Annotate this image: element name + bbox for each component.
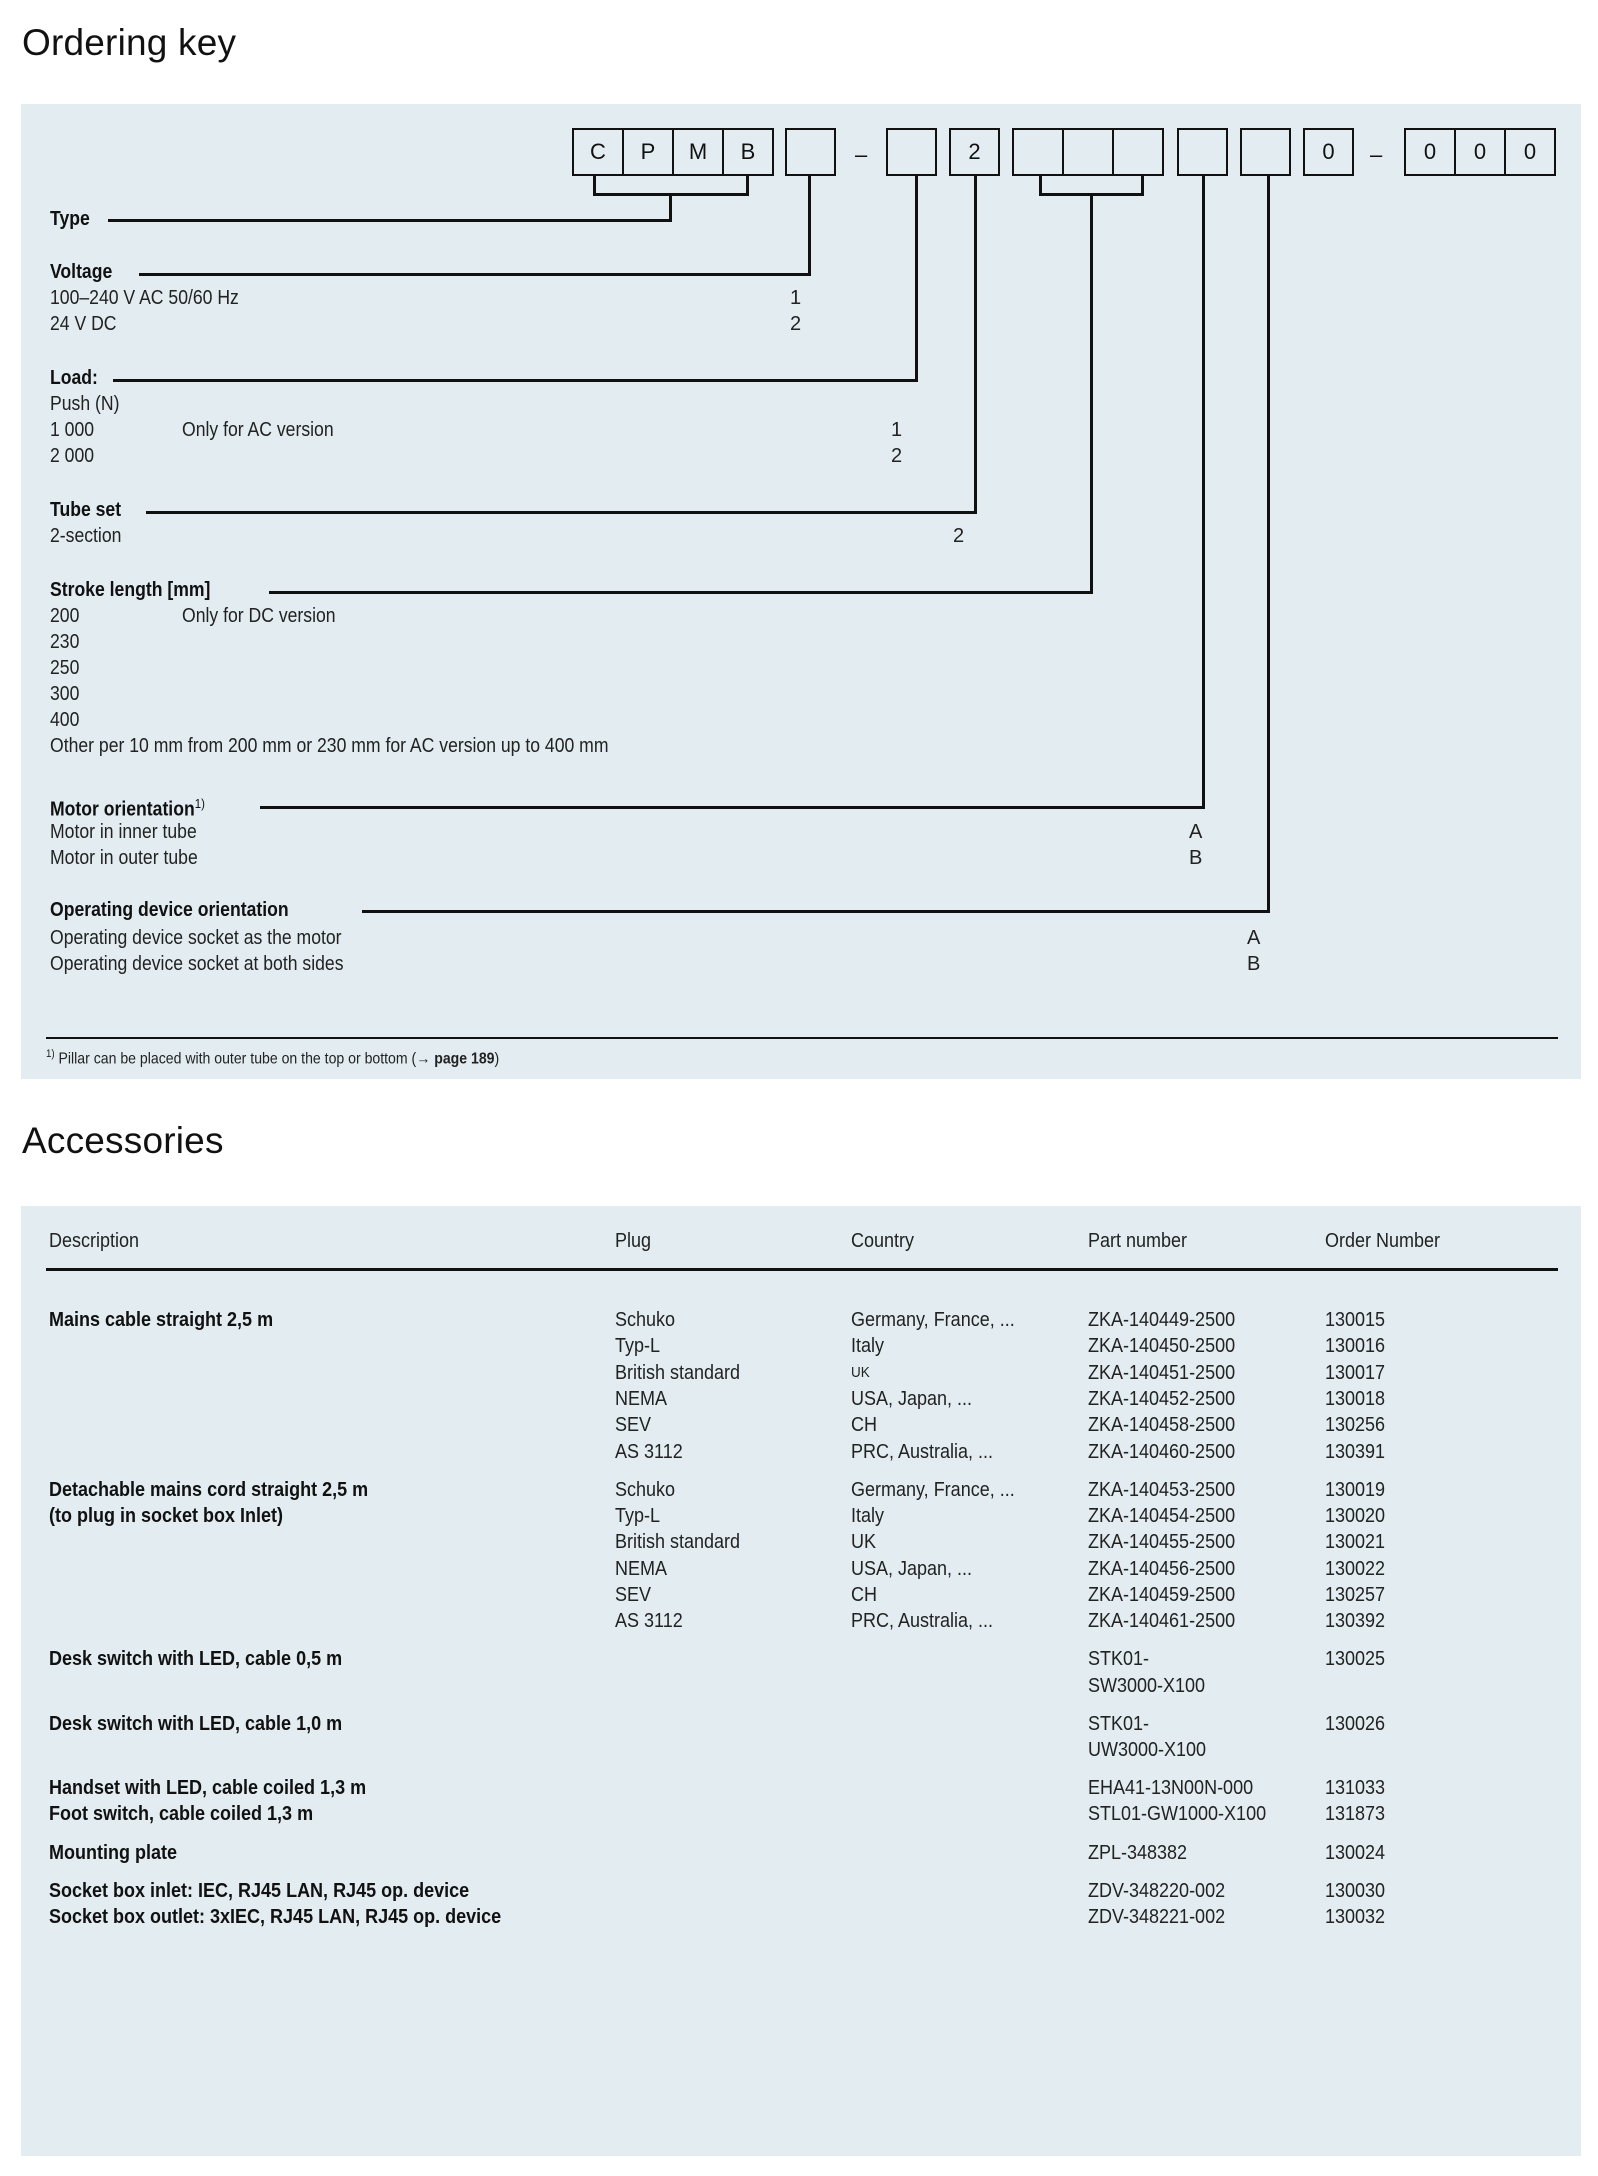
connector-line [1202,176,1205,808]
code-box-stroke [1012,128,1164,176]
voltage-code: 1 [790,287,802,309]
type-label: Type [50,208,90,230]
cell-plug: British standard [615,1531,741,1554]
table-header-rule [46,1268,1558,1271]
page-link[interactable]: page 189 [434,1050,495,1068]
code-box-type [572,128,774,176]
cell-order: 130021 [1325,1531,1386,1554]
cell-order: 130024 [1325,1841,1386,1864]
load-sublabel: Push (N) [50,393,120,415]
footnote-ref: 1) [194,796,205,811]
operating-label: Operating device orientation [50,899,289,921]
cell-order: 130026 [1325,1712,1386,1735]
stroke-option: 250 [50,657,80,679]
motor-option: Motor in outer tube [50,847,198,869]
header-part-number: Part number [1088,1230,1188,1252]
accessory-description: Desk switch with LED, cable 0,5 m [49,1648,343,1671]
voltage-option: 24 V DC [50,313,117,335]
cell-part: ZKA-140450-2500 [1088,1335,1236,1358]
voltage-option: 100–240 V AC 50/60 Hz [50,287,239,309]
code-cell [1179,130,1226,174]
code-box-load [886,128,937,176]
cell-order: 130391 [1325,1440,1386,1463]
cell-plug: NEMA [615,1387,668,1410]
code-separator: – [1370,142,1383,167]
code-box-fixed [1303,128,1354,176]
footnote-divider [46,1037,1558,1039]
connector-line [915,176,918,381]
tube-set-option: 2-section [50,525,122,547]
header-description: Description [49,1230,140,1252]
code-box-motor [1177,128,1228,176]
voltage-code: 2 [790,313,802,335]
accessories-title: Accessories [22,1120,224,1161]
code-box-suffix [1404,128,1556,176]
cell-order: 130022 [1325,1557,1386,1580]
cell-part: STK01- [1088,1648,1150,1671]
operating-code: B [1247,953,1261,975]
code-cell [888,130,935,174]
code-box-operating [1240,128,1291,176]
cell-order: 130032 [1325,1906,1386,1928]
code-cell [1062,130,1112,174]
load-option-note: Only for AC version [182,419,334,441]
header-order-number: Order Number [1325,1230,1441,1252]
accessory-description: Foot switch, cable coiled 1,3 m [49,1803,314,1826]
cell-plug: SEV [615,1583,652,1606]
cell-plug: NEMA [615,1557,668,1580]
cell-part: ZPL-348382 [1088,1841,1188,1864]
cell-plug: AS 3112 [615,1610,683,1633]
code-box-tube [949,128,1000,176]
cell-plug: Typ-L [615,1504,661,1527]
code-cell: 0 [1423,139,1437,164]
accessory-description: Socket box inlet: IEC, RJ45 LAN, RJ45 op. device [49,1879,470,1902]
cell-order: 131033 [1325,1777,1386,1800]
operating-option: Operating device socket at both sides [50,953,344,975]
cell-part: ZKA-140458-2500 [1088,1414,1236,1437]
code-separator: – [855,142,868,167]
cell-country: CH [851,1583,878,1606]
operating-option: Operating device socket as the motor [50,927,342,949]
stroke-option: 200 [50,605,80,627]
connector-line [1267,176,1270,912]
table-header [46,1228,1558,1258]
arrow-right-icon: → [416,1050,431,1068]
cell-order: 130256 [1325,1414,1386,1437]
code-cell [1242,130,1289,174]
cell-plug: SEV [615,1414,652,1437]
code-cell: 0 [1454,130,1504,174]
cell-country: USA, Japan, ... [851,1387,973,1410]
stroke-label: Stroke length [mm] [50,579,211,601]
cell-plug: British standard [615,1361,741,1384]
connector-line [1090,193,1093,593]
accessory-description: Handset with LED, cable coiled 1,3 m [49,1777,367,1800]
motor-label [50,791,205,823]
motor-code: A [1189,821,1203,843]
ordering-key-title: Ordering key [22,22,237,63]
voltage-label: Voltage [50,261,113,283]
cell-part-continued: SW3000-X100 [1088,1674,1206,1697]
motor-label-text: Motor orientation [50,798,195,821]
cell-part: ZKA-140449-2500 [1088,1309,1236,1331]
cell-country: PRC, Australia, ... [851,1440,994,1463]
accessory-description: Mounting plate [49,1841,177,1864]
cell-part: ZKA-140453-2500 [1088,1478,1236,1501]
cell-part: ZKA-140454-2500 [1088,1504,1236,1527]
connector-line [974,176,977,514]
connector-line [108,219,672,222]
code-cell: M [672,130,722,174]
cell-part: EHA41-13N00N-000 [1088,1777,1254,1800]
footnote [46,1044,499,1069]
code-cell: B [722,130,772,174]
accessory-description: (to plug in socket box Inlet) [49,1504,283,1527]
connector-line [146,511,977,514]
code-cell [1014,130,1062,174]
connector-line [269,591,1093,594]
cell-order: 130025 [1325,1648,1386,1671]
motor-option: Motor in inner tube [50,821,197,843]
cell-country: Italy [851,1504,885,1527]
footnote-close: ) [494,1050,500,1068]
connector-line [260,806,1205,809]
connector-line [362,910,1270,913]
connector-line [808,176,811,276]
cell-order: 130030 [1325,1879,1386,1902]
stroke-option: 230 [50,631,80,653]
cell-part: ZKA-140455-2500 [1088,1531,1236,1554]
footnote-text: Pillar can be placed with outer tube on the top or bottom ( [58,1050,417,1068]
load-option: 2 000 [50,445,95,467]
cell-country: USA, Japan, ... [851,1557,973,1580]
cell-order: 131873 [1325,1803,1386,1826]
cell-country: Germany, France, ... [851,1478,1015,1501]
code-box-voltage [785,128,836,176]
stroke-option-note: Only for DC version [182,605,336,627]
stroke-other: Other per 10 mm from 200 mm or 230 mm for AC version up to 400 mm [50,735,609,757]
cell-plug: Schuko [615,1309,676,1331]
cell-order: 130019 [1325,1478,1386,1501]
cell-plug: Schuko [615,1478,676,1501]
cell-order: 130016 [1325,1335,1386,1358]
accessory-description: Desk switch with LED, cable 1,0 m [49,1712,343,1735]
tube-set-label: Tube set [50,499,122,521]
tube-set-code: 2 [953,525,965,547]
cell-part: ZKA-140459-2500 [1088,1583,1236,1606]
stroke-option: 400 [50,709,80,731]
cell-country: UK [851,1363,870,1381]
cell-order: 130018 [1325,1387,1386,1410]
cell-plug: Typ-L [615,1335,661,1358]
header-plug: Plug [615,1230,652,1252]
code-cell: P [622,130,672,174]
cell-part: STK01- [1088,1712,1150,1735]
connector-line [113,379,918,382]
footnote-marker: 1) [46,1048,55,1060]
connector-line [139,273,811,276]
header-country: Country [851,1230,915,1252]
cell-order: 130392 [1325,1610,1386,1633]
code-cell [1112,130,1162,174]
load-code: 1 [891,419,903,441]
cell-country: Germany, France, ... [851,1309,1015,1331]
cell-order: 130257 [1325,1583,1386,1606]
cell-part: ZKA-140451-2500 [1088,1361,1236,1384]
cell-country: CH [851,1414,878,1437]
cell-order: 130017 [1325,1361,1386,1384]
motor-code: B [1189,847,1203,869]
cell-part: ZKA-140460-2500 [1088,1440,1236,1463]
cell-part: ZKA-140456-2500 [1088,1557,1236,1580]
cell-part: ZDV-348221-002 [1088,1906,1226,1928]
connector-line [669,193,672,221]
cell-country: PRC, Australia, ... [851,1610,994,1633]
cell-order: 130020 [1325,1504,1386,1527]
cell-part: ZKA-140452-2500 [1088,1387,1236,1410]
code-cell: C [590,139,606,164]
cell-country: Italy [851,1335,885,1358]
cell-plug: AS 3112 [615,1440,683,1463]
code-cell: 0 [1504,130,1554,174]
accessory-description: Socket box outlet: 3xIEC, RJ45 LAN, RJ45 op. device [49,1906,502,1928]
load-label: Load: [50,367,98,389]
cell-part: ZDV-348220-002 [1088,1879,1226,1902]
code-cell [787,130,834,174]
cell-part-continued: UW3000-X100 [1088,1739,1207,1761]
load-code: 2 [891,445,903,467]
accessory-description: Mains cable straight 2,5 m [49,1309,274,1331]
stroke-option: 300 [50,683,80,705]
cell-part: STL01-GW1000-X100 [1088,1803,1267,1826]
code-cell: 2 [968,139,981,164]
cell-country: UK [851,1531,877,1554]
code-cell: 0 [1322,139,1335,164]
accessory-description: Detachable mains cord straight 2,5 m [49,1478,369,1501]
cell-order: 130015 [1325,1309,1386,1331]
cell-part: ZKA-140461-2500 [1088,1610,1236,1633]
operating-code: A [1247,927,1261,949]
load-option: 1 000 [50,419,95,441]
